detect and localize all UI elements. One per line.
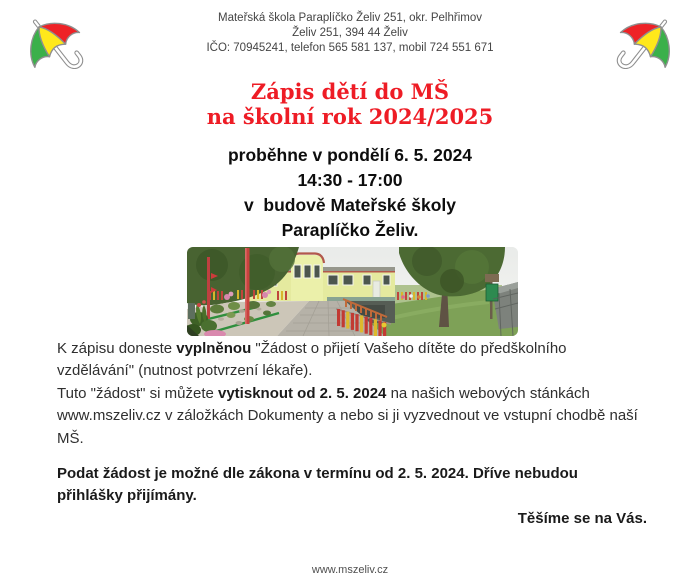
title-line-2: na školní rok 2024/2025 xyxy=(206,104,494,129)
closing-line: Těšíme se na Vás. xyxy=(517,509,647,527)
page-footer xyxy=(0,564,700,576)
event-date-line: proběhne v pondělí 6. 5. 2024 xyxy=(227,145,473,165)
event-place-line-2: Paraplíčko Želiv. xyxy=(281,220,419,240)
p1-bold-text: vyplněnou xyxy=(176,340,252,357)
enrollment-title xyxy=(0,79,700,129)
body-text xyxy=(57,338,647,530)
paragraph-deadline: Podat žádost je možné dle zákona v termínu od 2. 5. 2024. Dříve nebudou přihlášky přijímány. xyxy=(57,465,578,505)
school-phone-line: IČO: 70945241, telefon 565 581 137, mobil 724 551 671 xyxy=(206,42,494,54)
school-name-line: Mateřská škola Paraplíčko Želiv 251, okr. Pelhřimov xyxy=(218,12,482,24)
p1-text: K zápisu doneste xyxy=(57,340,177,357)
p1-text-after: "Žádost o přijetí Vašeho dítěte do předškolního vzdělávání" (nutnost potvrzení lékaře). xyxy=(57,340,567,380)
title-line-1: Zápis dětí do MŠ xyxy=(250,79,450,104)
event-time-line: 14:30 - 17:00 xyxy=(297,170,403,190)
kindergarten-photo xyxy=(187,247,518,336)
school-contact-header xyxy=(115,11,585,56)
p2-text-after: na našich webových stánkách www.mszeliv.cz v záložkách Dokumenty a nebo si ji vyzvednout ve vstupní chodbě naší MŠ. xyxy=(57,384,638,447)
footer-url: www.mszeliv.cz xyxy=(311,564,389,576)
event-details xyxy=(0,143,700,243)
paragraph-bring-application xyxy=(57,338,647,383)
event-place-line-1: v budově Mateřské školy xyxy=(243,195,457,215)
p2-bold-text: vytisknout od 2. 5. 2024 xyxy=(218,384,387,402)
school-address-line: Želiv 251, 394 44 Želiv xyxy=(292,27,408,39)
p2-text: Tuto "žádost" si můžete xyxy=(57,384,218,402)
paragraph-print-info xyxy=(57,383,647,450)
